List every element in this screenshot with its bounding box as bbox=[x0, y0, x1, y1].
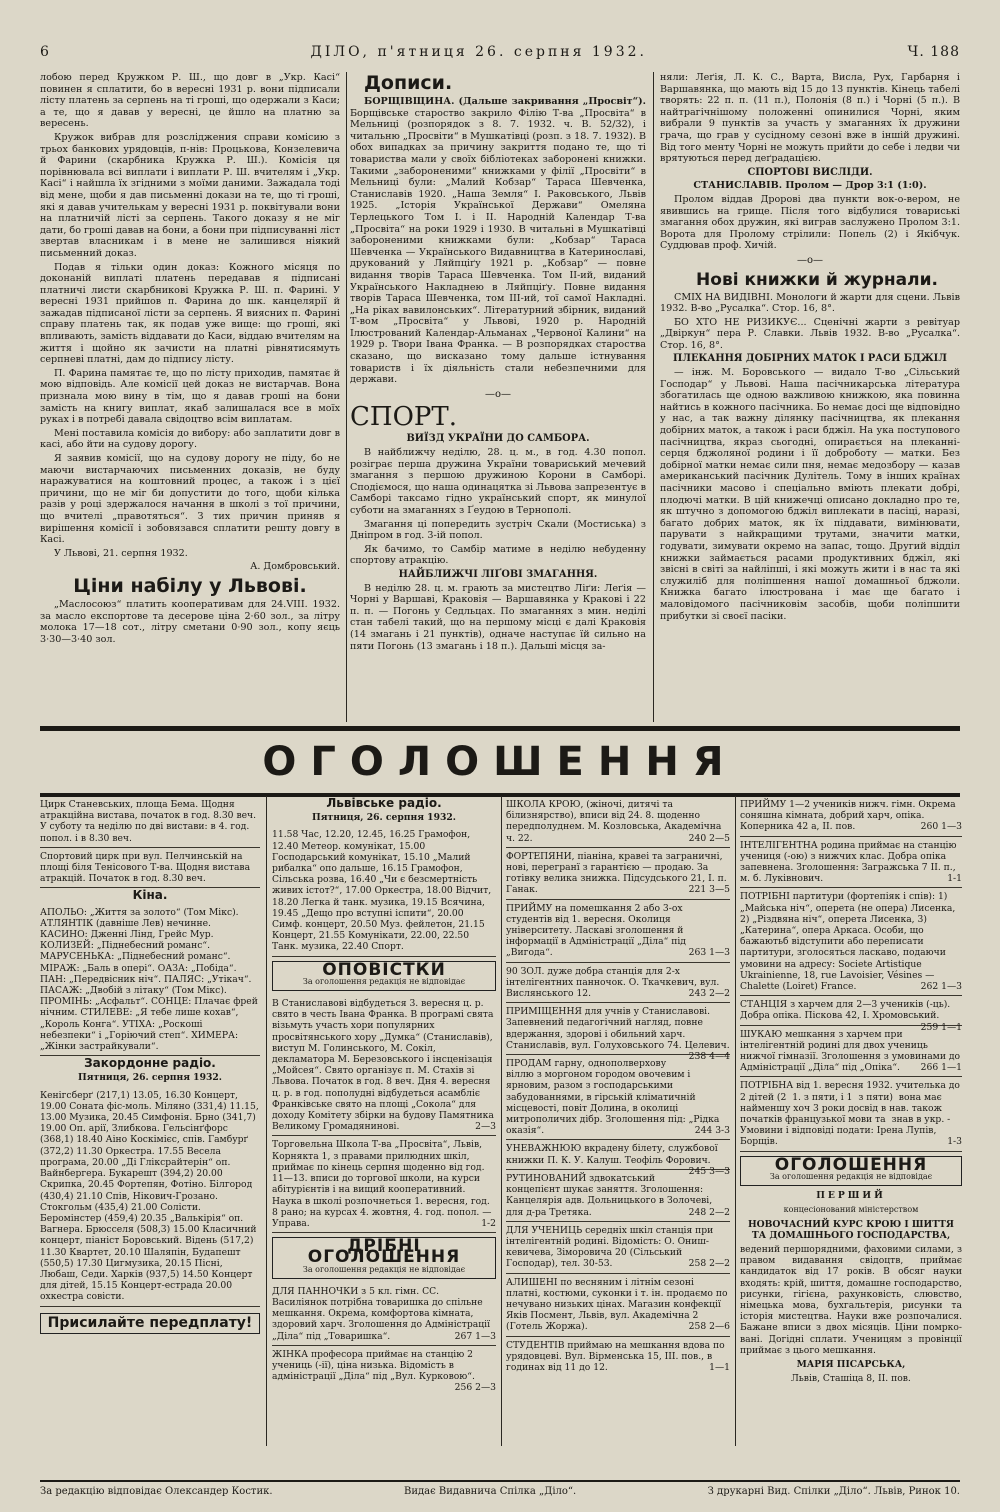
ad-code: 245 3—3 bbox=[688, 1165, 730, 1177]
paragraph: Пролом віддав Дророві два пункти вок-о-вером, не явившись на грище. Після того відбулися товариські змагання обох дружин, які виграв заслужено Пролом 3:1. Ворота для Пролому стрілили: Попель (2) і Якібчук. Суддював проф. Хичій. bbox=[660, 193, 960, 252]
column-divider bbox=[501, 796, 502, 1446]
ad-item bbox=[740, 996, 962, 1033]
announcements-header bbox=[272, 961, 496, 991]
ad-code: 2—3 bbox=[475, 1121, 496, 1133]
ad-item bbox=[506, 1003, 730, 1063]
ad-text: РУТИНОВАНИЙ здвокатський концепієнт шукає заняття. Зголошення: Канцелярія адв. Дольницького в Золочеві, для д-ра Третяка. bbox=[506, 1172, 713, 1218]
ad-text: ШКОЛА КРОЮ, (жіночі, дитячі та білизнярство), вписи від 24. 8. щоденно передполуднем. М. Козловська, Академічна ч. 22. bbox=[506, 799, 722, 844]
page-header bbox=[40, 44, 960, 66]
paragraph: „Маслосоюз“ платить кооперативам для 24.VIII. 1932. за масло експортове та десерове ціна 2·60 зол., за літру молока 17—18 сот., літру сметани 0·90 зол., копу яєць 3·30—3·40 зол. bbox=[40, 598, 340, 645]
announcement-text: В Станиславові відбудеться 3. вересня ц. р. свято в честь Івана Франка. В програмі свята візьмуть участь хори популярних просвітянського хору „Думка“ (Станиславів), виступ М. Голинського, М. Сокіл, декламатора М. Березовського і інсценізація „Мойсея“. Свято організує п. М. Стахів зі Львова. Початок в год. 8 веч. Дня 4. вересня ц. р. в год. пополудні відбудеться асамбліє Франківське свято на площі „Сокола“ для доходу Комітету збірки на будову Памятника Великому Громадянинові. bbox=[272, 998, 494, 1133]
ad-code: 260 1—3 bbox=[920, 821, 962, 833]
ad-code: 262 1—3 bbox=[920, 981, 962, 993]
ad-code: 221 3—5 bbox=[688, 884, 730, 896]
paragraph: БО ХТО НЕ РИЗИКУЄ... Сценічні жарти з ревітуар „Двіркун“ пера Р. Славки. Львів 1932. В-во „Русалка“. Стор. 16, 8°. bbox=[660, 316, 960, 351]
announcement-text: Торговельна Школа Т-ва „Просвіта“, Львів, Корнякта 1, з правами прилюдних шкіл, приймає по кінець серпня щоденно від год. 11—13. вписи до торгової школи, на курси абітурієнтів і на вищий кооперативний. Наука в школі розпочнеться 1. вересня, год. 8 рано; на курсах 4. жовтня, 4. год. попол. — Управа. bbox=[272, 1139, 492, 1229]
paragraph: лобою перед Кружком Р. Ш., що довг в „Укр. Касі“ повинен я сплатити, бо в вересні 1931 р. вони підписали лісту платень за серпень на ті гроші, що одержали з Каси; а те, що я давав у вересні, це йшло на платню за вересень. bbox=[40, 72, 340, 130]
radio-foreign-heading: Закордонне радіо. bbox=[84, 1056, 216, 1071]
ad-text: СТУДЕНТІВ приймаю на мешкання вдова по урядовцеві. Вул. Вірменська 15, ІІІ. пов., в годинах від 11 до 12. bbox=[506, 1339, 725, 1373]
course-concession: концесіонований міністерством bbox=[783, 1205, 919, 1215]
subheading: СПОРТОВІ ВИСЛІДИ. bbox=[747, 166, 873, 178]
ad-text: ІНТЕЛІГЕНТНА родина приймає на станцію учениця (-ою) з нижчих клас. Добра опіка запевнена. Зголошення: Загражська 7 ІІ. п., м. б. Луківнович. bbox=[740, 839, 957, 885]
ad-text: ДЛЯ ПАННОЧКИ з 5 кл. гімн. СС. Василіянок потрібна товаришка до спільне мешкання. Окрема, комфортова кімната, здоровий харч. Зголошення до Адміністрації „Діла“ під „Товаришка“. bbox=[272, 1285, 491, 1342]
ad-item bbox=[506, 963, 730, 1004]
ad-text: УНЕВАЖНЮЮ вкрадену білету, службової книжки П. К. У. Калуш. Теофіль Форович. bbox=[506, 1143, 718, 1166]
paragraph: Я заявив комісії, що на судову дорогу не піду, бо не маючи вистарчаючих письменних доказів, не буду наражуватися на коштовний процес, а також і з цієї причини, що не міг би допустити до того, щоби кілька разів у році здержалося начання в школі з тої причини, що вчителі „правотяться“. З тих причин приняв я вирішення комісії і зобовязався сплатити решту довгу в Касі. bbox=[40, 453, 340, 546]
subscribe-promo: Присилайте передплату! bbox=[40, 1313, 260, 1334]
ad-text: ДЛЯ УЧЕНИЦЬ середніх шкіл станція при інтелігентній родині. Відомість: О. Онишкевичева, Зіморовича 20 (Сільський Господар), тел. 30-53. bbox=[506, 1224, 714, 1270]
section-heading-sport: СПОРТ. bbox=[350, 402, 457, 433]
footer-publisher: Видає Видавнича Спілка „Діло“. bbox=[404, 1486, 577, 1497]
paragraph: Мені поставила комісія до вибору: або заплатити довг в касі, або йти на судову дорогу. bbox=[40, 427, 340, 451]
ad-item bbox=[506, 1337, 730, 1377]
ad-item bbox=[506, 848, 730, 900]
ad-item bbox=[272, 1346, 496, 1394]
paragraph: — інж. М. Боровського — видало Т-во „Сільський Господар“ у Львові. Наша пасічникарська література збогатилась ще одною важливою книжкою, яка повинна найтись в кожного пасічника. Бо немає досі ще відповідно у нас, а так важну ділянку пасічництва, як плекання добірних маток, а також і раси бджіл. На ука поступового пасічництва, якраз сьогодні, опирається на плеканні-серця бджоляної родини і її доброботу — матки. Без добірної матки немає сили пня, немає медозбору — казав американський пасічник Дулітель. Тому в інших країнах пасічники масово і спеціально вміють плекати добрі, плодючі матки. В цій книжечці описано докладно про те, як штучно з допомогою бджіл виплекати в пасіці, наразі, багато добрих маток, як їх піддавати, вимінювати, парувати з найкращими трутами, значити матки, годувати, зимувати окремо на запас, тощо. Другий відділ книжки займається расами продуктивних бджіл, які звісні в світі за найліпші, і які можуть жити і в нас та які служиліб для поліпшення нашої домашньої бджоли. Книжка багато ілюстрована і має ще багато і маловідомого пасічниковім засобів, щоби поліпшити прибутки зі своєї пасіки. bbox=[660, 367, 960, 622]
article-column-1 bbox=[40, 72, 340, 722]
ad-code: 266 1—1 bbox=[920, 1062, 962, 1074]
subheading: НАЙБЛИЖЧІ ЛІҐОВІ ЗМАГАННЯ. bbox=[398, 568, 598, 580]
column-divider bbox=[735, 796, 736, 1446]
paragraph: СМІХ НА ВИДІВНІ. Монологи й жарти для сцени. Львів 1932. В-во „Русалка“. Стор. 16, 8°. bbox=[660, 291, 960, 315]
ad-code: 1-1 bbox=[947, 873, 962, 885]
dispatch-lead: БОРЩІВЩИНА. (Дальше закривання „Просвіт“). bbox=[364, 96, 646, 107]
ad-item bbox=[506, 1222, 730, 1274]
column-divider bbox=[653, 72, 654, 722]
announcements-title: ОПОВІСТКИ bbox=[322, 959, 446, 980]
prices-heading: Ціни набілу у Львові. bbox=[73, 574, 307, 597]
section-heading-books: Нові книжки й журнали. bbox=[696, 269, 938, 290]
disclaimer: За оголошення редакція не відповідає bbox=[302, 1264, 466, 1274]
ad-text: ПОТРІБНІ партитури (фортепіяк і спів): 1) „Майська ніч“, оперета (не опера) Лисенка, 2) „Різдвяна ніч“, оперета Лисенка, 3) „Катерина“, опера Аркаса. Особи, що бажаютьб відступити або переписати партитури, зголосяться ласкаво, подаючи умовини на адресу: Societe Artistique Ukrainienne, 18, rue Lavoisier, Vésines — Chalette (Loiret) France. bbox=[740, 891, 956, 993]
ad-item bbox=[506, 1140, 730, 1177]
ad-item bbox=[272, 1283, 496, 1346]
course-address: Львів, Сташіца 8, ІІ. пов. bbox=[791, 1373, 911, 1385]
ad-text: ШУКАЮ мешкання з харчем при інтелігентній родині для двох учениць нижчої гімназії. Зголошення з умовинами до Адміністрації „Діла“ під „Опіка“. bbox=[740, 1028, 961, 1074]
ad-code: 258 2—6 bbox=[688, 1321, 730, 1333]
ad-code: 1—1 bbox=[709, 1361, 730, 1373]
column-divider bbox=[346, 72, 347, 722]
ad-code: 238 4—4 bbox=[688, 1051, 730, 1063]
footer-editor: За редакцію відповідає Олександер Костик. bbox=[40, 1486, 273, 1497]
ad-text: 90 ЗОЛ. дуже добра станція для 2-х інтелігентних панночок. О. Ткачкевич, вул. Вислянського 12. bbox=[506, 965, 720, 1000]
paragraph: В неділю 28. ц. м. грають за мистецтво Ліґи: Леґія — Чорні у Варшаві, Краковія — Варшавянка у Кракові і 22 п. п. — Погонь у Седльцах. По змаганнях з мин. неділі стан табелі такий, що на першому місці є далі Краковія (14 змагань і 21 пунктів), одначе наступає їй сильно на пяти Погонь (13 змагань і 18 п.). Дальші місця за- bbox=[350, 582, 646, 652]
ad-text: АЛИШЕНІ по весняним і літнім сезоні платні, костюми, суконки і т. ін. продаємо по нечувано низьких цінах. Магазин конфекції Яків Посмент, Львів, вул. Академічна 2 (Готель Жоржа). bbox=[506, 1276, 728, 1333]
paragraph: няли: Леґія, Л. К. С., Варта, Висла, Рух, Гарбарня і Варшавянка, що мають від 15 до 13 пунктів. Кінець табелі творять: 22 п. п. (11 п.), Полонія (8 п.) і Чорні (5 п.). В найтрагічнішому положенні опинилися Чорні, яким вибрали 9 пунктів за участь у змаганнях їх дружини грача, що грав у сусідному сезоні вже в іншій дружині. Від того менту Чорні не можуть прийти до себе і ледви чи врятуються перед деґрадацією. bbox=[660, 72, 960, 165]
paragraph bbox=[350, 96, 646, 386]
column-divider bbox=[266, 796, 267, 1446]
ad-text: ПРИМІЩЕННЯ для учнів у Станиславові. Запевнений педагогічний нагляд, повне вдержання, здорові і обильний харч. Станиславів, вул. Голуховського 74. Целевич. bbox=[506, 1006, 730, 1051]
ad-code: 1-3 bbox=[947, 1136, 962, 1148]
disclaimer: За оголошення редакція не відповідає bbox=[302, 976, 466, 986]
ad-item bbox=[740, 796, 962, 837]
article-column-2 bbox=[350, 72, 646, 722]
ads-header bbox=[740, 1156, 962, 1186]
ads-column-1 bbox=[40, 796, 260, 1446]
cinema-listings: АПОЛЬО: „Життя за золото“ (Том Мікс). АТЛЯНТІК (давніше Лев) нечинне. КАСИНО: Дженні Лінд, Грейс Мур. КОЛИЗЕЙ: „Піднебесний романс“. МАРУСЕНЬКА: „Піднебесний романс“. МІРАЖ: „Баль в опері“. ОАЗА: „Побіда“. ПАН: „Передвісник ніч“. ПАЛЯС: „Утікач“. ПАСАЖ: „Двобій з літаку“ (Том Мікс). ПРОМІНЬ: „Асфальт“. СОНЦЕ: Плачає фрей нічним. СТИЛЕВЕ: „Я тебе лише кохав“, „Король Конга“. УТІХА: „Роскоші небезпеки“ і „Горіючий степ“. ХИМЕРА: „Жінки застрайкували“. bbox=[40, 904, 260, 1057]
ads-column-4 bbox=[740, 796, 962, 1446]
radio-lviv-listing: 11.58 Час, 12.20, 12.45, 16.25 Грамофон, 12.40 Метеор. комунікат, 15.00 Господарський комунікат, 15.10 „Малий рибалка“ опо дальше, 16.15 Грамофон, Сільська розва, 16.40 „Чи є безсмертність живих істот?“, 17.00 Оркестра, 18.00 Відчит, 18.20 Легка й танк. музика, 19.15 Всячина, 19.45 „Дещо про вступні іспити“, 20.00 Симф. концерт, 20.50 Муз. фейлетон, 21.15 Концерт, 21.55 Комунікати, 22.00, 22.50 Танк. музика, 22.40 Спорт. bbox=[272, 826, 496, 956]
radio-lviv-heading: Львівське радіо. bbox=[326, 796, 442, 810]
course-signature: МАРІЯ ПІСАРСЬКА, bbox=[796, 1358, 906, 1370]
ad-code: 263 1—3 bbox=[688, 947, 730, 959]
radio-date: Пятниця, 26. серпня 1932. bbox=[312, 812, 456, 824]
ad-text: ПРОДАМ гарну, однополверхову віллю з моргоном городом овочевим і ярновим, разом з господарськими забудованнями, в гірській кліматичній місцевості, повіт Долина, в околиці митрополичих дібр. Зголошення під: „Рідка оказія“. bbox=[506, 1058, 720, 1137]
ad-code: 240 2—5 bbox=[688, 832, 730, 844]
paragraph: Подав я тільки один доказ: Кожного місяця по доконаній виплаті платень передавав я підписані платничі листи скарбникові Кружка Р. Ш. п. Фарині. У вересні 1931 прийшов п. Фарина до шк. канцелярії й зажадав підписаної лісти за серпень. Я виясних п. Фарині справу платень так, як подав уже вище: що гроші, які впливають, замість віддавати до Каси, віддаю вчителям на життя і щойно як зачисти на платні рівнятисямуть серпневі платні, дам до підпису лісту. bbox=[40, 261, 340, 366]
ad-code: 244 3-3 bbox=[694, 1125, 730, 1137]
ad-item bbox=[740, 1077, 962, 1151]
ads-column-3 bbox=[506, 796, 730, 1446]
ad-item bbox=[506, 1055, 730, 1140]
dispatch-body: Борщівське староство закрило Філію Т-ва „Просвіта“ в Мельниці (розпорядок з 8. 7. 1932. ч. В. 52/32), і читальню „Просвіти“ в Мушкатівці (розп. з 18. 7. 1932). В обох випадках за причину закриття подано те, що ті товариства мали у своїх бібліотеках заборонені книжки. Такими „забороненими“ книжками у філії „Просвіти“ в Мельниці були: „Малий Кобзар“ Тараса Шевченка, Станиславів 1920. „Наша Земля“ І. Раковського, Львів 1925. „Історія Української Держави“ Омеляна Терлецького Том I. і II. Народній Календар Т-ва „Просвіта“ на роки 1929 і 1930. В читальні в Мушкатівці забороненими книжками були: „Кобзар“ Тараса Шевченка — Українського Видавництва в Катеринославі, друкований у Ляйпціґу 1921 р. „Кобзар“ — повне видання творів Тараса Шевченка. Том II-ий, виданий Українського Накладнею в Ляйпціґу. Повне видання творів Тараса Шевченка, том III-ий, тої самої Накладні. „На ріках вавилонських“. Літературний збірник, виданий Т-вом „Просвіта“ у Львові, 1920 р. Народній Ілюстрований Календар-Альманах „Червоної Калини“ на 1929 р. Твори Івана Франка. — В розпорядках староства сказано, що висказано тому дальше істнування товариств і їх діяльність стали небезпечними для держави. bbox=[350, 107, 646, 386]
course-title: НОВОЧАСНИЙ КУРС КРОЮ І ШИТТЯ ТА ДОМАШНЬОГО ГОСПОДАРСТВА, bbox=[747, 1218, 954, 1241]
subheading: ВИЇЗД УКРАЇНИ ДО САМБОРА. bbox=[406, 433, 590, 445]
ad-text: ПОТРІБНА від 1. вересня 1932. учителька до 2 дітей (2 1. з пяти, і 1 з пяти) вона має найменшу хоч 3 роки досвід в нав. також початків французької мови та знав в укр. Умовини і відповіді подати: Ірена Лупів, Борщів. bbox=[740, 1080, 960, 1148]
announcement bbox=[272, 1136, 496, 1233]
cinema-heading: Кіна. bbox=[132, 888, 168, 903]
ad-item: Спортовий цирк при вул. Пелчинській на площі біля Тенісового Т-ва. Щодня вистава атракцій. Початок в год. 8.30 веч. bbox=[40, 848, 260, 889]
ad-item bbox=[506, 1274, 730, 1337]
ad-text: ПРИЙМУ 1—2 учеників нижч. гімн. Окрема соняшна кімната, добрий харч, опіка. Коперника 42 а, ІІ. пов. bbox=[740, 799, 956, 833]
ad-code: 248 2—2 bbox=[688, 1206, 730, 1218]
ads-title: ОГОЛОШЕННЯ bbox=[774, 1154, 928, 1175]
course-first: ПЕРШИЙ bbox=[816, 1190, 886, 1202]
ad-code: 259 1—1 bbox=[920, 1021, 962, 1033]
advertisements-banner bbox=[40, 726, 960, 797]
paragraph: Кружок вибрав для розсліджения справи комісию з трьох банкових урядовців, п-нів: Процькова, Конзелевича й Фарини (скарбника Кружка Р. Ш.). Комісія ця порівнювала всі виплати і виплати Р. Ш. вчителям і „Укр. Касі“ і найшла їх згідними з моїми даними. Зажадала тоді від мене, щоби я дав письменні докази на те, що ті гроші, які я давав учителькам у вересні 1931 р. поквітували вони на платничій лісті за серпень. Такого доказу я не міг дати, бо гроші давав на бони, а бони при підписуванні ліст звертав власникам і в мене не залишився ніякий письменний доказ. bbox=[40, 131, 340, 259]
radio-date: Пятниця, 26. серпня 1932. bbox=[78, 1072, 222, 1084]
small-ads-title: ДРІБНІ ОГОЛОШЕННЯ bbox=[307, 1236, 461, 1268]
disclaimer: За оголошення редакція не відповідає bbox=[769, 1171, 933, 1181]
paragraph: Як бачимо, то Самбір матиме в неділю небуденну спортову атракцію. bbox=[350, 543, 646, 567]
masthead-line: ДІЛО, п'ятниця 26. серпня 1932. bbox=[310, 44, 647, 60]
ad-item: Цирк Станевських, площа Бема. Щодня атракційна вистава, початок в год. 8.30 веч. У суботу та неділю по дві вистави: в 4. год. попол. і в 8.30 веч. bbox=[40, 796, 260, 848]
author-signature: А. Домбровський. bbox=[250, 561, 340, 573]
ad-text: ЖІНКА професора приймає на станцію 2 учениць (-ії), ціна низька. Відомість в адміністрації „Діла“ під „Вул. Курковою“. bbox=[272, 1348, 475, 1383]
paragraph: П. Фарина памятає те, що по лісту приходив, памятає й мою відповідь. Але комісії цей доказ не вистарчав. Вона признала мою вину в тім, що я давав гроші на бони замість на книгу виплат, якаб залишалася все в моїх руках і в потребі давала свідоцтво всім виплатам. bbox=[40, 367, 340, 426]
ad-code: 256 2—3 bbox=[454, 1382, 496, 1394]
banner-title: ОГОЛОШЕННЯ bbox=[262, 739, 738, 785]
paragraph: В найближчу неділю, 28. ц. м., в год. 4.30 попол. розіграє перша дружина України товариський мечевий змагання з першою дружиною Корони в Самборі. Сподіємося, що наша одинацятка зі Львова запрезентує в Самборі таксамо гідно український спорт, як минулої суботи на змаганнях з Ґеудою в Тернополі. bbox=[350, 447, 646, 516]
radio-foreign-listing: Кенігсберґ (217,1) 13.05, 16.30 Концерт, 19.00 Соната фіс-моль. Міляно (331,4) 11.15, 13.00 Музика, 20.45 Симфонія. Брно (341,7) 19.00 Оп. арії, Злибкова. Гельсінґфорс (368,1) 18.40 Аіно Коскімієс, спів. Гамбурґ (372,2) 11.30 Оркестра. 17.55 Весела програма, 20.00 „Ді Гліксрайтерін“ оп. Вайнбергера. Букарешт (394,2) 20.00 Скрипка, 20.45 Фортепян, Фотіно. Білгород (430,4) 21.10 Спів, Нікович-Грозано. Стокгольм (435,4) 21.00 Солісти. Беромінстер (459,4) 20.35 „Валькірія“ оп. Вагнера. Брюсселя (508,3) 15.00 Класичний концерт, піаніст Боровський. Відень (517,2) 11.30 Квартет, 20.10 Шаляпін, Будапешт (550,5) 17.30 Цигмузика, 20.15 Пісні, Любаш, Седи. Харків (937,5) 14.50 Концерт для дітей, 15.15 Концерт-естрада 20.00 охкестра совісти. bbox=[40, 1087, 260, 1307]
footer-printer: З друкарні Вид. Спілки „Діло“. Львів, Ринок 10. bbox=[707, 1486, 960, 1497]
ad-item bbox=[506, 1170, 730, 1222]
ad-code: 258 2—2 bbox=[688, 1258, 730, 1270]
page-footer bbox=[40, 1480, 960, 1506]
page-number: 6 bbox=[40, 44, 50, 60]
ad-item bbox=[506, 900, 730, 963]
separator: —o— bbox=[796, 254, 824, 266]
place-date: У Львові, 21. серпня 1932. bbox=[54, 547, 188, 559]
ad-text: ПРИЙМУ на помешкання 2 або 3-ох студентів від 1. вересня. Околиця університету. Ласкаві зголошення й інформації в Адміністрації „Діла“ під „Вигода“. bbox=[506, 902, 686, 959]
course-text: ведений першорядними, фаховими силами, з правом видавання свідоцтв, приймає кандидаток від 17 років. В обсяг науки входять: крій, шиття, домашне господарство, рисунки, гігієна, рахунковість, слювство, німецька мова, бухгальтерія, рисунки та історія мистецтва. Науки вже розпочалися. Бажане вписи з двох місяців. Ціни помрковані. Догідні сплати. Ученицям з провінції приймає з цього мешкання. bbox=[740, 1243, 962, 1356]
paragraph: Змагання ці попередить зустріч Скали (Мостиська) з Дніпром в год. 3-ій попол. bbox=[350, 518, 646, 542]
subheading: ПЛЕКАННЯ ДОБІРНИХ МАТОК І РАСИ БДЖІЛ bbox=[673, 353, 947, 365]
ad-code: 243 2—2 bbox=[688, 988, 730, 1000]
article-column-3 bbox=[660, 72, 960, 722]
match-result: СТАНИСЛАВІВ. Пролом — Дрор 3:1 (1:0). bbox=[693, 180, 927, 192]
ad-item bbox=[740, 1026, 962, 1078]
ad-code: 1-2 bbox=[481, 1217, 496, 1229]
ad-item bbox=[740, 888, 962, 996]
ad-text: СТАНЦІЯ з харчем для 2—3 учеників (-ць). Добра опіка. Піскова 42, І. Хромовський. bbox=[740, 999, 951, 1022]
ad-code: 267 1—3 bbox=[454, 1330, 496, 1342]
separator: —o— bbox=[484, 388, 512, 400]
ad-item bbox=[506, 796, 730, 848]
ads-column-2 bbox=[272, 796, 496, 1446]
section-heading-dopysy: Дописи. bbox=[364, 72, 453, 94]
small-ads-header bbox=[272, 1237, 496, 1279]
issue-number: Ч. 188 bbox=[907, 44, 960, 60]
ad-text: ФОРТЕПЯНИ, піаніна, кравеі та заграничні, нові, перегранї з гарантією — продаю. За готівку велика знижка. Підсудського 21, І. п. Ганак. bbox=[506, 850, 727, 896]
ad-item bbox=[740, 837, 962, 889]
announcement bbox=[272, 995, 496, 1136]
